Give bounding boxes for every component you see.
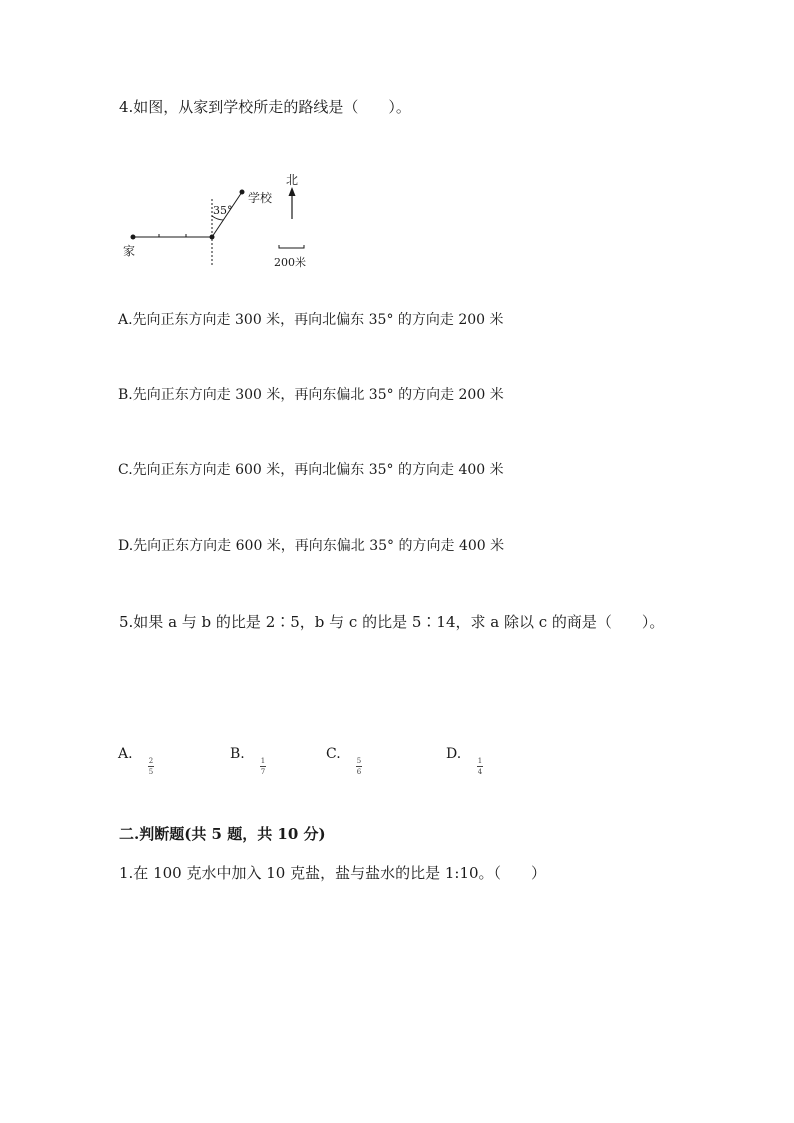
- q4-option-d[interactable]: D.先向正东方向走 600 米，再向东偏北 35° 的方向走 400 米: [118, 538, 505, 554]
- north-arrow-icon: [289, 187, 296, 196]
- fraction-bar: [148, 766, 154, 767]
- fraction-denominator: 6: [356, 768, 362, 776]
- school-label: 学校: [248, 191, 273, 205]
- scale-label: 200米: [274, 256, 306, 269]
- turn-point: [210, 235, 215, 240]
- fraction-numerator: 1: [477, 757, 483, 765]
- section-2-title: 二.判断题(共 5 题，共 10 分): [119, 825, 326, 843]
- fraction-denominator: 4: [477, 768, 483, 776]
- q5-option-d-fraction[interactable]: [477, 757, 483, 776]
- q5-option-c-fraction[interactable]: [356, 757, 362, 776]
- home-label: 家: [123, 244, 136, 258]
- q5-option-a-label[interactable]: A.: [118, 746, 133, 762]
- route-diagram-svg: [115, 165, 335, 275]
- q4-option-c[interactable]: C.先向正东方向走 600 米，再向北偏东 35° 的方向走 400 米: [118, 462, 504, 478]
- fraction-bar: [356, 766, 362, 767]
- route-diagram: [115, 165, 335, 275]
- fraction-numerator: 5: [356, 757, 362, 765]
- q5-option-b-label[interactable]: B.: [230, 746, 245, 762]
- fraction-denominator: 5: [148, 768, 154, 776]
- fraction-numerator: 2: [148, 757, 154, 765]
- school-point: [240, 190, 245, 195]
- question-5-stem: 5.如果 a 与 b 的比是 2∶5，b 与 c 的比是 5∶14，求 a 除以 c 的商是（ ）。: [119, 613, 665, 631]
- angle-label: 35°: [213, 204, 233, 217]
- judgement-1-stem: 1.在 100 克水中加入 10 克盐，盐与盐水的比是 1:10。（ ）: [119, 864, 547, 882]
- fraction-denominator: 7: [260, 768, 266, 776]
- question-4-stem: 4.如图，从家到学校所走的路线是（ ）。: [119, 98, 411, 116]
- fraction-numerator: 1: [260, 757, 266, 765]
- fraction-bar: [260, 766, 266, 767]
- q4-option-b[interactable]: B.先向正东方向走 300 米，再向东偏北 35° 的方向走 200 米: [118, 387, 504, 403]
- fraction-bar: [477, 766, 483, 767]
- home-point: [131, 235, 136, 240]
- q5-option-b-fraction[interactable]: [260, 757, 266, 776]
- scale-bar: [279, 245, 304, 248]
- q4-option-a[interactable]: A.先向正东方向走 300 米，再向北偏东 35° 的方向走 200 米: [118, 312, 504, 328]
- q5-option-d-label[interactable]: D.: [446, 746, 462, 762]
- q5-option-c-label[interactable]: C.: [326, 746, 341, 762]
- q5-option-a-fraction[interactable]: [148, 757, 154, 776]
- north-label: 北: [286, 173, 299, 187]
